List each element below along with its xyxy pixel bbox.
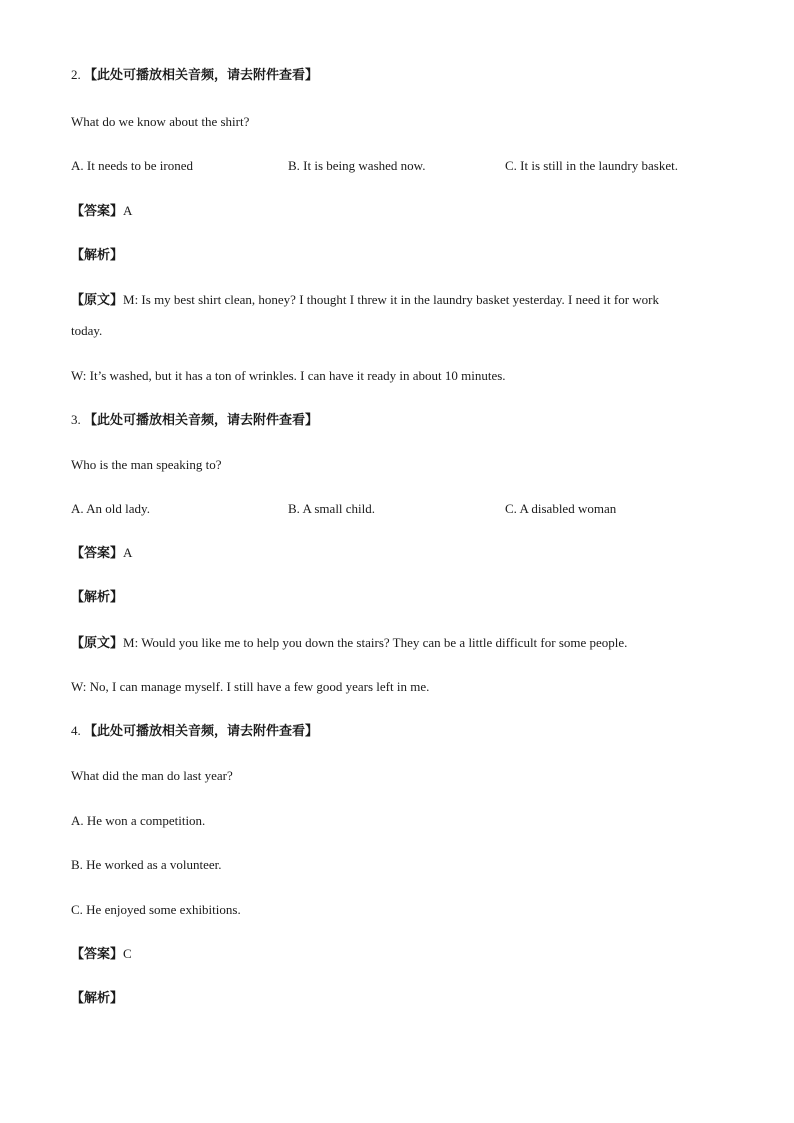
transcript-text: M: Would you like me to help you down the stairs? They can be a little difficult for some people. — [123, 635, 628, 650]
analysis-label: 【解析】 — [71, 248, 124, 263]
question-4-answer — [71, 946, 132, 963]
question-4-option-b: B. He worked as a volunteer. — [71, 857, 222, 872]
answer-value: A — [123, 203, 133, 218]
question-3-answer — [71, 545, 132, 562]
analysis-label: 【解析】 — [71, 991, 124, 1006]
question-2-answer — [71, 203, 132, 220]
question-2-option-c: C. It is still in the laundry basket. — [505, 158, 678, 173]
question-4-option-c: C. He enjoyed some exhibitions. — [71, 902, 241, 917]
question-2-transcript-line-2: W: It’s washed, but it has a ton of wrinkles. I can have it ready in about 10 minutes. — [71, 368, 506, 383]
answer-value: C — [123, 946, 132, 961]
question-2-option-b: B. It is being washed now. — [288, 158, 426, 173]
question-3-transcript-line-2: W: No, I can manage myself. I still have a few good years left in me. — [71, 679, 430, 694]
question-4-analysis — [71, 990, 123, 1007]
question-3-option-c: C. A disabled woman — [505, 501, 617, 516]
question-number: 4. — [71, 723, 81, 738]
transcript-text: M: Is my best shirt clean, honey? I thought I threw it in the laundry basket yesterday. I need it for work — [123, 292, 660, 307]
question-4-option-a: A. He won a competition. — [71, 813, 206, 828]
question-3-option-b: B. A small child. — [288, 501, 376, 516]
transcript-label: 【原文】 — [71, 293, 124, 308]
answer-label: 【答案】 — [71, 204, 124, 219]
audio-note[interactable]: 【此处可播放相关音频，请去附件查看】 — [84, 724, 319, 739]
transcript-label: 【原文】 — [71, 636, 124, 651]
question-4-stem: What did the man do last year? — [71, 768, 233, 783]
analysis-label: 【解析】 — [71, 590, 124, 605]
question-2-analysis — [71, 247, 123, 264]
question-3-stem: Who is the man speaking to? — [71, 457, 222, 472]
question-2-option-a: A. It needs to be ironed — [71, 158, 194, 173]
question-2-transcript-line-1-cont: today. — [71, 323, 103, 338]
question-2-stem: What do we know about the shirt? — [71, 114, 250, 129]
question-number: 2. — [71, 67, 81, 82]
question-2-header — [71, 67, 318, 84]
question-3-transcript-line-1 — [71, 635, 627, 652]
question-3-analysis — [71, 589, 123, 606]
question-4-header — [71, 723, 318, 740]
question-number: 3. — [71, 412, 81, 427]
answer-value: A — [123, 545, 133, 560]
question-3-header — [71, 412, 318, 429]
audio-note[interactable]: 【此处可播放相关音频，请去附件查看】 — [84, 68, 319, 83]
question-2-transcript-line-1 — [71, 292, 659, 309]
answer-label: 【答案】 — [71, 947, 124, 962]
audio-note[interactable]: 【此处可播放相关音频，请去附件查看】 — [84, 413, 319, 428]
question-3-option-a: A. An old lady. — [71, 501, 150, 516]
answer-label: 【答案】 — [71, 546, 124, 561]
